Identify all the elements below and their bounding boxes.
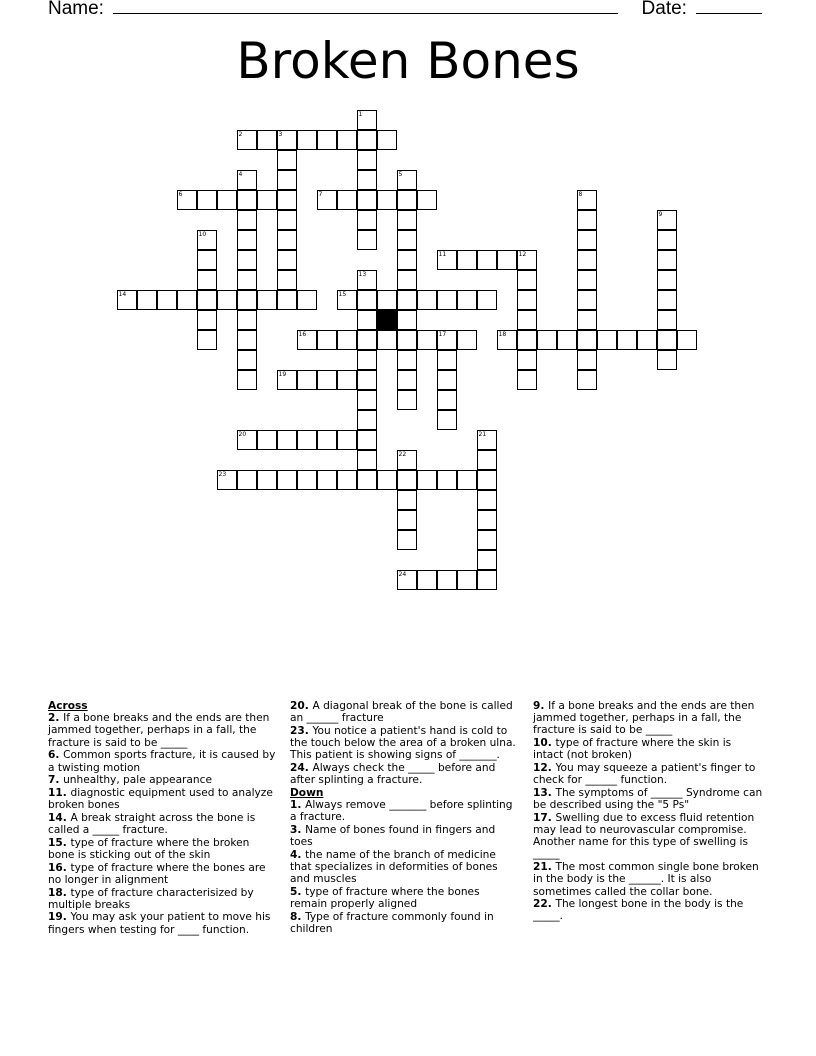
- grid-cell[interactable]: [277, 430, 297, 450]
- grid-cell[interactable]: [417, 470, 437, 490]
- grid-cell[interactable]: [577, 250, 597, 270]
- grid-cell[interactable]: [397, 390, 417, 410]
- grid-cell[interactable]: [437, 350, 457, 370]
- grid-cell[interactable]: [577, 350, 597, 370]
- grid-cell[interactable]: [397, 510, 417, 530]
- clue-number: 21: [478, 430, 487, 438]
- clue-down-1: [290, 799, 520, 823]
- clue-across-11: [48, 787, 278, 811]
- clue-across-24: [290, 762, 520, 786]
- grid-cell[interactable]: [277, 190, 297, 210]
- grid-cell[interactable]: [397, 170, 417, 190]
- grid-cell[interactable]: [517, 350, 537, 370]
- grid-cell[interactable]: [217, 470, 237, 490]
- clues-column-1: [48, 700, 278, 936]
- grid-cell[interactable]: [397, 370, 417, 390]
- grid-cell[interactable]: [237, 130, 257, 150]
- grid-cell[interactable]: [197, 190, 217, 210]
- grid-cell[interactable]: [437, 470, 457, 490]
- clue-number: 9: [658, 210, 663, 218]
- grid-cell[interactable]: [657, 330, 677, 350]
- clue-text: type of fracture where the bones remain properly aligned: [290, 886, 480, 911]
- clue-across-15: [48, 837, 278, 861]
- grid-cell[interactable]: [237, 170, 257, 190]
- clue-number: 11.: [48, 786, 71, 799]
- grid-cell[interactable]: [397, 330, 417, 350]
- clue-number: 22: [398, 450, 407, 458]
- clue-across-20: [290, 700, 520, 724]
- clue-number: 8: [578, 190, 583, 198]
- grid-cell[interactable]: [297, 130, 317, 150]
- grid-cell[interactable]: [497, 250, 517, 270]
- grid-cell[interactable]: [357, 130, 377, 150]
- grid-cell[interactable]: [257, 190, 277, 210]
- grid-cell[interactable]: [397, 450, 417, 470]
- clue-across-23: [290, 725, 520, 762]
- grid-cell[interactable]: [317, 130, 337, 150]
- clue-number: 10.: [533, 737, 556, 750]
- grid-cell[interactable]: [457, 290, 477, 310]
- clue-number: 18.: [48, 886, 71, 899]
- clue-down-9: [533, 700, 763, 737]
- grid-cell[interactable]: [197, 250, 217, 270]
- grid-cell[interactable]: [237, 350, 257, 370]
- clue-text: Name of bones found in fingers and toes: [290, 824, 496, 849]
- grid-cell[interactable]: [337, 370, 357, 390]
- grid-cell[interactable]: [657, 250, 677, 270]
- grid-cell[interactable]: [237, 370, 257, 390]
- grid-cell[interactable]: [477, 570, 497, 590]
- grid-cell[interactable]: [197, 270, 217, 290]
- clue-number: 1: [358, 110, 363, 118]
- grid-cell[interactable]: [577, 210, 597, 230]
- grid-cell[interactable]: [237, 430, 257, 450]
- grid-cell[interactable]: [357, 110, 377, 130]
- grid-cell[interactable]: [337, 290, 357, 310]
- grid-cell[interactable]: [477, 450, 497, 470]
- clue-down-8: [290, 911, 520, 935]
- grid-cell[interactable]: [577, 370, 597, 390]
- grid-cell[interactable]: [357, 150, 377, 170]
- black-cell: [377, 310, 397, 330]
- clue-number: 22.: [533, 898, 556, 911]
- grid-cell[interactable]: [477, 550, 497, 570]
- clue-number: 2.: [48, 712, 64, 725]
- grid-cell[interactable]: [577, 190, 597, 210]
- clue-text: type of fracture where the broken bone is sticking out of the skin: [48, 836, 250, 861]
- grid-cell[interactable]: [417, 570, 437, 590]
- grid-cell[interactable]: [297, 370, 317, 390]
- clue-across-14: [48, 812, 278, 836]
- grid-cell[interactable]: [277, 250, 297, 270]
- clue-number: 1.: [290, 799, 306, 812]
- grid-cell[interactable]: [457, 570, 477, 590]
- clue-number: 9.: [533, 700, 549, 712]
- grid-cell[interactable]: [457, 250, 477, 270]
- grid-cell[interactable]: [577, 290, 597, 310]
- clue-number: 3.: [290, 824, 306, 837]
- grid-cell[interactable]: [397, 570, 417, 590]
- grid-cell[interactable]: [577, 310, 597, 330]
- grid-cell[interactable]: [357, 430, 377, 450]
- date-label: Date:: [641, 0, 687, 19]
- grid-cell[interactable]: [577, 330, 597, 350]
- clue-text: A break straight across the bone is called a _____ fracture.: [48, 811, 256, 837]
- clue-number: 11: [438, 250, 447, 258]
- clue-number: 3: [278, 130, 283, 138]
- clue-text: You notice a patient's hand is cold to the touch below the area of a broken ulna. This patient is showing signs of _______.: [290, 724, 516, 762]
- grid-cell[interactable]: [517, 270, 537, 290]
- grid-cell[interactable]: [317, 190, 337, 210]
- grid-cell[interactable]: [497, 330, 517, 350]
- clue-number: 12.: [533, 762, 556, 775]
- clue-number: 23: [218, 470, 227, 478]
- grid-cell[interactable]: [457, 330, 477, 350]
- grid-cell[interactable]: [297, 430, 317, 450]
- grid-cell[interactable]: [217, 190, 237, 210]
- grid-cell[interactable]: [477, 510, 497, 530]
- clue-text: The longest bone in the body is the _____.: [533, 898, 744, 923]
- clue-number: 6.: [48, 749, 64, 762]
- clue-number: 4.: [290, 848, 306, 861]
- grid-cell[interactable]: [237, 310, 257, 330]
- clue-text: Type of fracture commonly found in children: [290, 910, 494, 936]
- grid-cell[interactable]: [537, 330, 557, 350]
- clue-text: the name of the branch of medicine that specializes in deformities of bones and muscles: [290, 848, 498, 886]
- grid-cell[interactable]: [357, 210, 377, 230]
- clue-number: 19.: [48, 911, 71, 924]
- clue-text: Swelling due to excess fluid retention may lead to neurovascular compromise. Another name for this type of swelling is _____: [533, 811, 755, 861]
- clue-number: 20: [238, 430, 247, 438]
- grid-cell[interactable]: [517, 330, 537, 350]
- grid-cell[interactable]: [397, 190, 417, 210]
- grid-cell[interactable]: [657, 270, 677, 290]
- grid-cell[interactable]: [397, 490, 417, 510]
- clue-across-16: [48, 862, 278, 886]
- clue-text: If a bone breaks and the ends are then jammed together, perhaps in a fall, the fracture is said to be _____: [533, 700, 755, 737]
- clue-number: 23.: [290, 724, 313, 737]
- clue-down-5: [290, 886, 520, 910]
- grid-cell[interactable]: [277, 210, 297, 230]
- clue-text: Always remove _______ before splinting a fracture.: [290, 799, 513, 824]
- grid-cell[interactable]: [357, 270, 377, 290]
- grid-cell[interactable]: [477, 250, 497, 270]
- grid-cell[interactable]: [357, 190, 377, 210]
- grid-cell[interactable]: [317, 430, 337, 450]
- grid-cell[interactable]: [557, 330, 577, 350]
- clue-number: 19: [278, 370, 287, 378]
- grid-cell[interactable]: [477, 470, 497, 490]
- grid-cell[interactable]: [317, 370, 337, 390]
- grid-cell[interactable]: [397, 530, 417, 550]
- grid-cell[interactable]: [277, 290, 297, 310]
- clue-across-2: [48, 712, 278, 749]
- clue-number: 16: [298, 330, 307, 338]
- clue-number: 6: [178, 190, 183, 198]
- grid-cell[interactable]: [677, 330, 697, 350]
- grid-cell[interactable]: [397, 310, 417, 330]
- grid-cell[interactable]: [517, 310, 537, 330]
- clue-text: type of fracture where the bones are no longer in alignment: [48, 861, 266, 886]
- grid-cell[interactable]: [477, 530, 497, 550]
- grid-cell[interactable]: [657, 310, 677, 330]
- grid-cell[interactable]: [237, 190, 257, 210]
- clue-down-4: [290, 849, 520, 886]
- grid-cell[interactable]: [357, 450, 377, 470]
- grid-cell[interactable]: [337, 470, 357, 490]
- clue-across-19: [48, 911, 278, 935]
- clue-text: diagnostic equipment used to analyze broken bones: [48, 786, 273, 812]
- clue-text: A diagonal break of the bone is called an ______ fracture: [290, 700, 513, 725]
- grid-cell[interactable]: [637, 330, 657, 350]
- grid-cell[interactable]: [437, 390, 457, 410]
- name-label: Name:: [48, 0, 104, 19]
- clues-column-3: [533, 700, 763, 923]
- grid-cell[interactable]: [397, 210, 417, 230]
- grid-cell[interactable]: [477, 430, 497, 450]
- grid-cell[interactable]: [217, 290, 237, 310]
- clue-number: 13: [358, 270, 367, 278]
- grid-cell[interactable]: [397, 290, 417, 310]
- grid-cell[interactable]: [477, 290, 497, 310]
- clue-number: 13.: [533, 786, 556, 799]
- grid-cell[interactable]: [257, 470, 277, 490]
- grid-cell[interactable]: [357, 310, 377, 330]
- grid-cell[interactable]: [377, 290, 397, 310]
- clue-text: type of fracture characterisized by multiple breaks: [48, 886, 254, 911]
- grid-cell[interactable]: [397, 230, 417, 250]
- grid-cell[interactable]: [237, 250, 257, 270]
- grid-cell[interactable]: [437, 330, 457, 350]
- clue-across-6: [48, 749, 278, 773]
- grid-cell[interactable]: [337, 190, 357, 210]
- grid-cell[interactable]: [657, 350, 677, 370]
- clue-number: 10: [198, 230, 207, 238]
- grid-cell[interactable]: [117, 290, 137, 310]
- grid-cell[interactable]: [277, 270, 297, 290]
- clue-text: The most common single bone broken in the body is the ______. It is also sometimes called the collar bone.: [533, 861, 759, 898]
- grid-cell[interactable]: [157, 290, 177, 310]
- grid-cell[interactable]: [277, 370, 297, 390]
- grid-cell[interactable]: [377, 130, 397, 150]
- clue-text: You may ask your patient to move his fingers when testing for ____ function.: [48, 911, 271, 936]
- clue-number: 24: [398, 570, 407, 578]
- grid-cell[interactable]: [437, 410, 457, 430]
- grid-cell[interactable]: [357, 390, 377, 410]
- clue-number: 21.: [533, 861, 556, 874]
- grid-cell[interactable]: [437, 370, 457, 390]
- clue-across-7: [48, 774, 278, 786]
- grid-cell[interactable]: [277, 230, 297, 250]
- grid-cell[interactable]: [237, 210, 257, 230]
- clue-number: 15.: [48, 836, 71, 849]
- grid-cell[interactable]: [477, 490, 497, 510]
- clue-number: 8.: [290, 910, 306, 923]
- grid-cell[interactable]: [377, 330, 397, 350]
- clue-number: 16.: [48, 861, 71, 874]
- grid-cell[interactable]: [297, 330, 317, 350]
- clue-number: 7.: [48, 774, 64, 787]
- grid-cell[interactable]: [297, 470, 317, 490]
- grid-cell[interactable]: [397, 250, 417, 270]
- grid-cell[interactable]: [357, 230, 377, 250]
- clue-number: 24.: [290, 762, 313, 775]
- clue-number: 4: [238, 170, 243, 178]
- grid-cell[interactable]: [437, 250, 457, 270]
- clue-number: 17.: [533, 811, 556, 824]
- grid-cell[interactable]: [577, 230, 597, 250]
- grid-cell[interactable]: [277, 130, 297, 150]
- clue-text: You may squeeze a patient's finger to check for ______ function.: [533, 762, 756, 787]
- clue-number: 15: [338, 290, 347, 298]
- clue-number: 12: [518, 250, 527, 258]
- grid-cell[interactable]: [577, 270, 597, 290]
- grid-cell[interactable]: [337, 430, 357, 450]
- grid-cell[interactable]: [357, 410, 377, 430]
- grid-cell[interactable]: [517, 370, 537, 390]
- clue-text: Common sports fracture, it is caused by a twisting motion: [48, 749, 276, 774]
- clue-down-3: [290, 824, 520, 848]
- grid-cell[interactable]: [257, 430, 277, 450]
- grid-cell[interactable]: [237, 290, 257, 310]
- grid-cell[interactable]: [517, 250, 537, 270]
- clue-text: The symptoms of ______ Syndrome can be described using the "5 Ps": [533, 786, 763, 812]
- grid-cell[interactable]: [237, 230, 257, 250]
- clue-down-21: [533, 861, 763, 898]
- grid-cell[interactable]: [337, 330, 357, 350]
- grid-cell[interactable]: [317, 470, 337, 490]
- grid-cell[interactable]: [377, 470, 397, 490]
- grid-cell[interactable]: [417, 330, 437, 350]
- grid-cell[interactable]: [397, 270, 417, 290]
- grid-cell[interactable]: [657, 210, 677, 230]
- grid-cell[interactable]: [297, 290, 317, 310]
- grid-cell[interactable]: [237, 330, 257, 350]
- clue-number: 14.: [48, 811, 71, 824]
- clue-number: 18: [498, 330, 507, 338]
- clue-number: 2: [238, 130, 243, 138]
- clues-column-2: [290, 700, 520, 936]
- grid-cell[interactable]: [357, 350, 377, 370]
- grid-cell[interactable]: [437, 290, 457, 310]
- grid-cell[interactable]: [137, 290, 157, 310]
- grid-cell[interactable]: [277, 150, 297, 170]
- clue-number: 5: [398, 170, 403, 178]
- clue-across-18: [48, 887, 278, 911]
- grid-cell[interactable]: [517, 290, 537, 310]
- grid-cell[interactable]: [397, 470, 417, 490]
- grid-cell[interactable]: [257, 130, 277, 150]
- grid-cell[interactable]: [197, 230, 217, 250]
- clue-down-13: [533, 787, 763, 811]
- grid-cell[interactable]: [357, 470, 377, 490]
- clue-text: Always check the _____ before and after splinting a fracture.: [290, 762, 496, 787]
- grid-cell[interactable]: [237, 470, 257, 490]
- clue-down-22: [533, 898, 763, 922]
- grid-cell[interactable]: [197, 330, 217, 350]
- grid-cell[interactable]: [657, 230, 677, 250]
- grid-cell[interactable]: [357, 170, 377, 190]
- grid-cell[interactable]: [397, 350, 417, 370]
- grid-cell[interactable]: [337, 130, 357, 150]
- grid-cell[interactable]: [237, 270, 257, 290]
- grid-cell[interactable]: [277, 170, 297, 190]
- grid-cell[interactable]: [617, 330, 637, 350]
- grid-cell[interactable]: [457, 470, 477, 490]
- clue-number: 17: [438, 330, 447, 338]
- clue-down-12: [533, 762, 763, 786]
- clue-number: 5.: [290, 886, 306, 899]
- clue-text: type of fracture where the skin is intact (not broken): [533, 737, 732, 762]
- clue-number: 7: [318, 190, 323, 198]
- grid-cell[interactable]: [417, 190, 437, 210]
- grid-cell[interactable]: [417, 290, 437, 310]
- grid-cell[interactable]: [377, 190, 397, 210]
- clue-text: If a bone breaks and the ends are then jammed together, perhaps in a fall, the fracture is said to be _____: [48, 712, 270, 749]
- grid-cell[interactable]: [197, 310, 217, 330]
- clue-text: unhealthy, pale appearance: [63, 774, 212, 787]
- grid-cell[interactable]: [357, 330, 377, 350]
- grid-cell[interactable]: [357, 370, 377, 390]
- grid-cell[interactable]: [437, 570, 457, 590]
- page-title: Broken Bones: [236, 32, 580, 90]
- clue-down-10: [533, 737, 763, 761]
- grid-cell[interactable]: [177, 290, 197, 310]
- grid-cell[interactable]: [357, 290, 377, 310]
- grid-cell[interactable]: [277, 470, 297, 490]
- grid-cell[interactable]: [317, 330, 337, 350]
- clue-number: 14: [118, 290, 127, 298]
- grid-cell[interactable]: [657, 290, 677, 310]
- across-heading: Across: [48, 700, 88, 712]
- grid-cell[interactable]: [597, 330, 617, 350]
- clue-down-17: [533, 812, 763, 861]
- down-heading: Down: [290, 786, 324, 799]
- grid-cell[interactable]: [177, 190, 197, 210]
- grid-cell[interactable]: [197, 290, 217, 310]
- grid-cell[interactable]: [257, 290, 277, 310]
- clue-number: 20.: [290, 700, 313, 712]
